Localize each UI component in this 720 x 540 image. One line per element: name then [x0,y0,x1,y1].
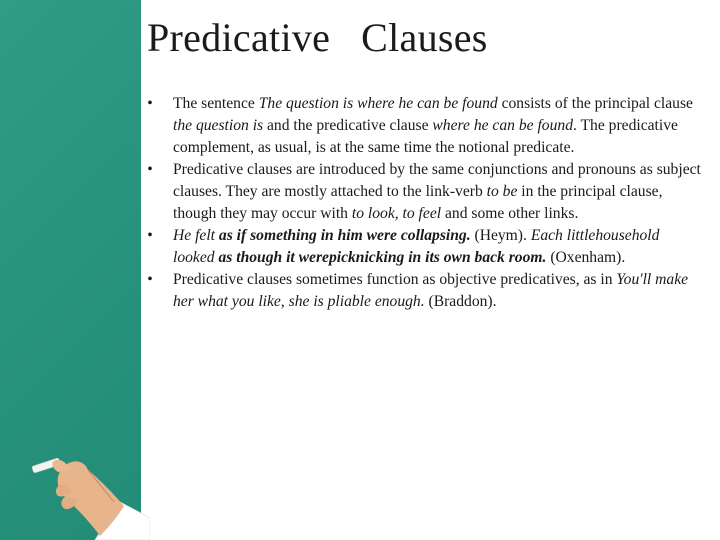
bullet-list [144,93,704,313]
text-run: as if something in him were collapsing. [218,227,471,244]
text-run: (Braddon). [424,293,497,310]
slide-title: Predicative Clauses [147,15,488,60]
text-run: the question is [173,117,267,134]
bullet-marker: • [147,95,153,112]
bullet-item [144,159,704,225]
text-run: to look, to feel [351,205,442,222]
text-run: The sentence [173,95,259,112]
text-run: (Heym). [470,227,531,244]
text-run: Predicative clauses are introduced by the same conjunctions and pronouns as subject clauses. They are mostly attached to the link-verb [173,161,701,200]
bullet-marker: • [147,227,153,244]
bullet-item [144,269,704,313]
text-run: and the predicative clause [267,117,433,134]
text-run: consists of the principal clause [501,95,693,112]
text-run: and some other links. [441,205,579,222]
bullet-marker: • [147,161,153,178]
bullet-marker: • [147,271,153,288]
bullet-item [144,93,704,159]
text-run: Each littlehousehold looked [173,227,660,266]
text-run: You'll make her what you like, she is pliable enough. [173,271,689,310]
text-run: where he can be found [432,117,573,134]
text-run: in the principal clause, though they may occur with [173,183,663,222]
text-run: (Oxenham). [546,249,626,266]
text-run: as though it werepicknicking in its own back room. [218,249,547,266]
text-run: to be [486,183,518,200]
text-run: The question is where he can be found [258,95,502,112]
bullet-item [144,225,704,269]
text-run: . The predicative complement, as usual, is at the same time the notional predicate. [173,117,678,156]
text-run: He felt [173,227,219,244]
text-run: Predicative clauses sometimes function as objective predicatives, as in [173,271,617,288]
hand-with-chalk-icon [0,440,150,540]
